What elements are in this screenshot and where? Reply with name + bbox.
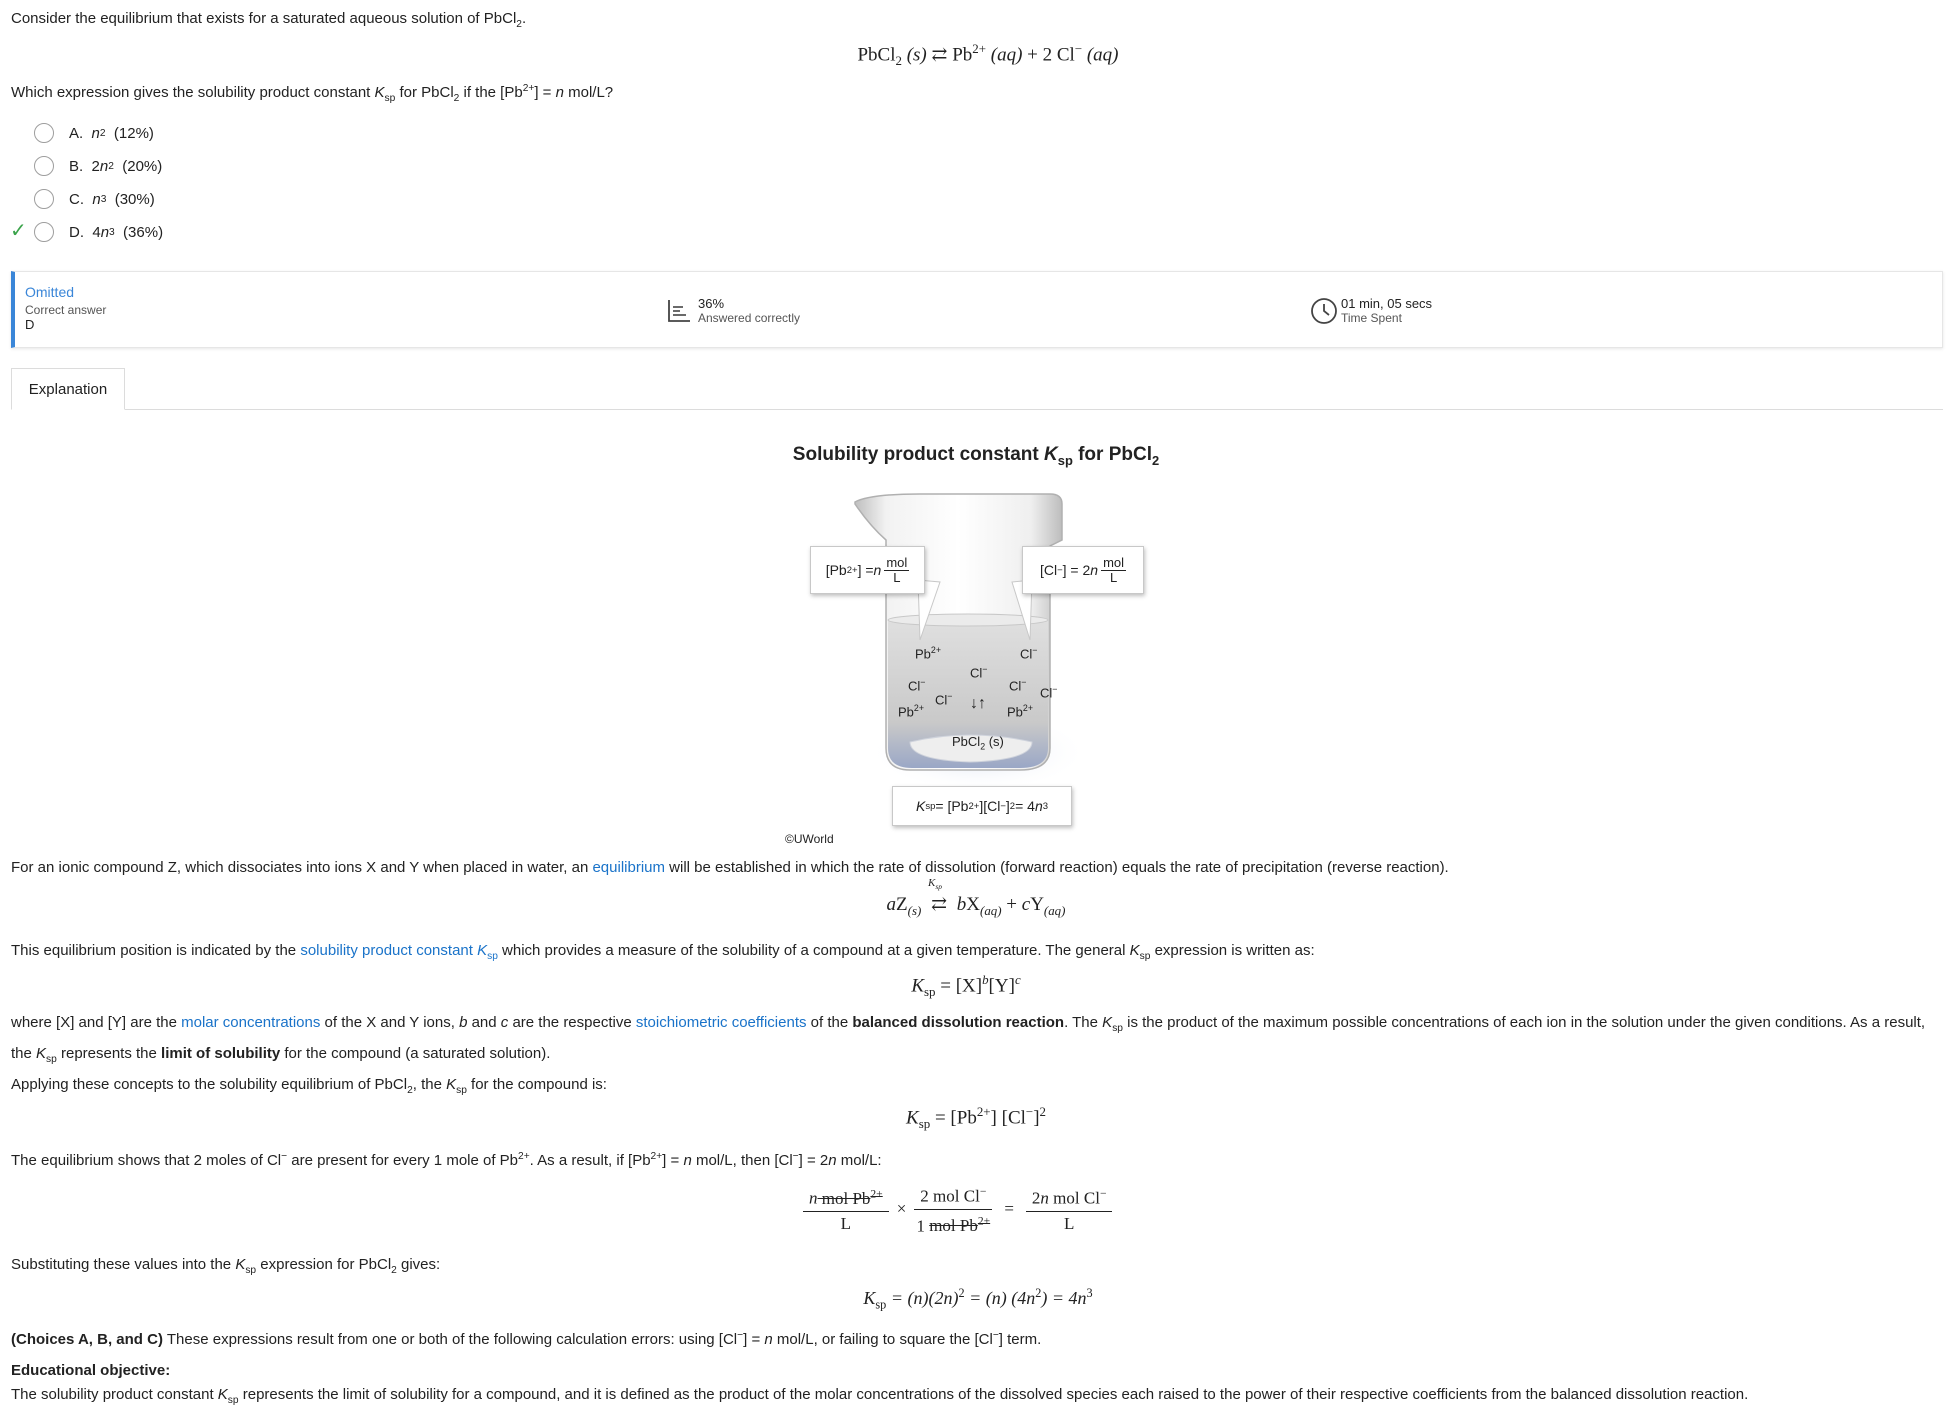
- correct-check-icon: ✓: [10, 220, 27, 242]
- ion-label: $Pb^{2+}$: [1007, 703, 1033, 720]
- general-ksp-equation: $K_{sp} = [X]^b[Y]^c$: [911, 972, 1021, 1000]
- explanation-paragraph-4: Applying these concepts to the solubility equilibrium of PbCl$_2$, the $K_{sp}$ for the compound is:: [11, 1076, 607, 1096]
- answer-choice-c[interactable]: C. n 3 (30%): [34, 188, 155, 210]
- ksp-result-box: K sp = [Pb 2+ ][Cl − ] 2 = 4 n 3: [892, 786, 1072, 826]
- educational-objective-title: Educational objective:: [11, 1362, 171, 1379]
- tab-explanation[interactable]: Explanation: [11, 368, 125, 410]
- clock-icon: [1310, 297, 1338, 325]
- link-equilibrium[interactable]: equilibrium: [592, 859, 665, 876]
- result-stats-panel: [11, 271, 1943, 348]
- correct-answer-value: D: [25, 317, 35, 332]
- pbcl2-ksp-equation: $K_{sp} = [Pb^{2+}]$ $[Cl^-]^2$: [906, 1104, 1046, 1132]
- ion-label: Cl−: [1040, 684, 1058, 701]
- ion-label: $Pb^{2+}$: [898, 703, 924, 720]
- answer-choice-b[interactable]: B. 2 n 2 (20%): [34, 155, 162, 177]
- radio-icon[interactable]: [34, 123, 54, 143]
- time-spent-label: Time Spent: [1341, 311, 1402, 325]
- percent-correct-value: 36%: [698, 296, 725, 311]
- answer-choice-d[interactable]: D. 4 n 3 (36%): [34, 221, 163, 243]
- time-spent-value: 01 min, 05 secs: [1341, 296, 1433, 311]
- ion-label: $Pb^{2+}$: [915, 645, 941, 662]
- answer-choice-a[interactable]: A. n 2 (12%): [34, 122, 154, 144]
- question-prompt: Which expression gives the solubility product constant $K_{sp}$ for PbCl$_2$ if the $[Pb^{2+}] = n$ mol/L?: [11, 83, 614, 104]
- copyright-label: ©UWorld: [785, 832, 834, 846]
- dissolution-equation: $aZ_{(s)}$ $K_{sp}$ ⇄ $bX_{(aq)} + cY_{(aq)}$: [886, 877, 1066, 918]
- ion-label: Cl−: [1009, 677, 1027, 694]
- beaker-illustration: [800, 490, 1150, 830]
- explanation-paragraph-7: (Choices A, B, and C) These expressions result from one or both of the following calculation errors: using [Cl−] = n mol/L, or failing to square the [Cl−] term.: [11, 1330, 1042, 1348]
- link-molar-concentrations[interactable]: molar concentrations: [181, 1014, 321, 1031]
- question-intro: Consider the equilibrium that exists for a saturated aqueous solution of PbCl$_2$.: [11, 10, 527, 30]
- radio-icon[interactable]: [34, 189, 54, 209]
- explanation-paragraph-2: This equilibrium position is indicated by the solubility product constant $K_{sp}$ which provides a measure of the solubility of a compound at a given temperature. The general $K_{sp}$ expression is written as:: [11, 942, 1315, 962]
- equilibrium-equation: PbCl$_2$ (s) ⇄ $Pb^{2+}$ (aq) + 2 Cl− (aq): [857, 41, 1119, 69]
- ion-label: Cl−: [970, 664, 988, 681]
- tab-bar: [11, 368, 1943, 410]
- explanation-paragraph-6: Substituting these values into the $K_{sp}$ expression for PbCl$_2$ gives:: [11, 1256, 441, 1276]
- ion-label: Cl−: [935, 691, 953, 708]
- explanation-paragraph-3: where [X] and [Y] are the molar concentrations of the X and Y ions, b and c are the respective stoichiometric coefficients of the balanced dissolution reaction. The $K_{sp}$ is the product of the maximum possible concentrations of each ion in the solution under the given conditions. As a result, the $K_{sp}$ represents the limit of solubility for the compound (a saturated solution).: [11, 1014, 1926, 1065]
- ion-label: Cl−: [908, 677, 926, 694]
- bar-chart-icon: [666, 298, 692, 324]
- percent-correct-label: Answered correctly: [698, 311, 801, 325]
- solid-label: PbCl$_2$ (s): [952, 734, 1004, 752]
- equilibrium-arrows: ↓↑: [970, 695, 986, 712]
- beaker-icon: [800, 490, 1150, 830]
- explanation-paragraph-5: The equilibrium shows that 2 moles of Cl− are present for every 1 mole of $Pb^{2+}$. As a result, if $[Pb^{2+}] = n$ mol/L, then [Cl−] = 2n mol/L:: [11, 1151, 882, 1169]
- link-solubility-product-constant[interactable]: solubility product constant $K_{sp}$: [300, 942, 498, 962]
- cl-concentration-callout: [Cl − ] = 2 n $\frac{\text{mol}}{L}$: [1022, 546, 1144, 594]
- pb-concentration-callout: [Pb 2+ ] = n $\frac{\text{mol}}{L}$: [810, 546, 925, 594]
- substituted-ksp-equation: $K_{sp} = (n)(2n)^2 = (n) (4n^2) = 4n^3$: [863, 1286, 1093, 1312]
- status-label: Omitted: [25, 284, 75, 300]
- link-stoichiometric-coefficients[interactable]: stoichiometric coefficients: [635, 1014, 807, 1031]
- radio-icon[interactable]: [34, 156, 54, 176]
- figure-title: Solubility product constant $K_{sp}$ for PbCl$_2$: [792, 444, 1160, 468]
- radio-icon[interactable]: [34, 222, 54, 242]
- conversion-equation: n mol $Pb^{2+}$ L × 2 mol Cl− 1 mol $Pb^{2+}$ = 2n mol Cl− L: [803, 1180, 1112, 1238]
- explanation-paragraph-1: For an ionic compound Z, which dissociates into ions X and Y when placed in water, an equilibrium will be established in which the rate of dissolution (forward reaction) equals the rate of precipitation (reverse reaction).: [11, 859, 1449, 876]
- correct-answer-label: Correct answer: [25, 303, 107, 317]
- ion-label: Cl−: [1020, 645, 1038, 662]
- educational-objective-text: The solubility product constant $K_{sp}$ represents the limit of solubility for a compound, and it is defined as the product of the molar concentrations of the dissolved species each raised to the power of their respective coefficients from the balanced dissolution reaction.: [11, 1386, 1749, 1406]
